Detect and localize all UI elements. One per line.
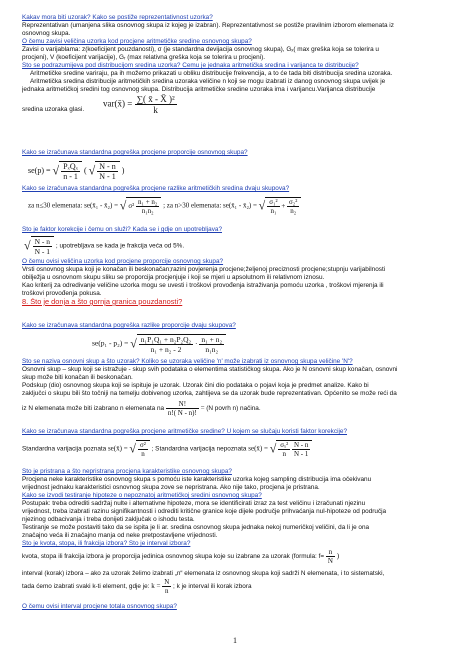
formula-text: ; Standardna varijacija nepoznata bbox=[151, 445, 247, 453]
se-mean-formula: Standardna varijacija poznata se(x̄) = √ $\frac{\text{σ²}}{n}$ ; Standardna varijacija nepoznata se(x̄) = √ $\frac{\text{σₓ²}}{n}$ $\frac{N - n}{N - 1}$ bbox=[22, 440, 312, 458]
formula-den: n₁ bbox=[270, 207, 277, 215]
line: O čemu ovisi veličina uzorka kod procjene proporcije osnovnog skupa? bbox=[22, 258, 224, 265]
formula-num: n₁ + n₂ bbox=[138, 198, 158, 206]
line: Kako se izračunava standardna pogreška procjene proporcije osnovnog skupa? bbox=[22, 149, 248, 156]
formula-den: n - 1 bbox=[63, 172, 78, 181]
formula-term: σ² bbox=[128, 202, 135, 211]
line: zaključci o skupu bili što točniji na temelju dobivenog uzorka, zahtijeva se da uzorak bude reprezentativan. Općenito se može reći da bbox=[22, 390, 397, 397]
formula-text: iz N elemenata može biti izabrano n elemenata na bbox=[22, 405, 165, 413]
formula-eq: = bbox=[200, 404, 205, 413]
quota-formula bbox=[22, 548, 339, 565]
formula-lhs: se(x̄₁ - x̄₂) = bbox=[84, 201, 119, 210]
formula-lhs: var(x̄) = bbox=[103, 98, 133, 109]
variance-label: sredina uzoraka glasi. bbox=[22, 106, 85, 113]
line: Reprezentativan (umanjena slika osnovnog skupa iz kojeg je izabran). Reprezentativnost se postiže pravilnim izborom elemenata iz bbox=[22, 22, 394, 29]
formula-num: n bbox=[326, 548, 335, 557]
line: značajno veća ili značajno manja od neke pretpostavljene vrijednosti. bbox=[22, 532, 218, 539]
line: Postupak: treba odrediti sadržaj nulte i alternativne hipoteze, mora se identificirati izraz za test veličinu i izračunati njezinu bbox=[22, 500, 366, 507]
formula-den: n₁ + n₂ - 2 bbox=[150, 345, 182, 354]
formula-lhs: se(x̄) = bbox=[107, 444, 128, 453]
formula-lhs: se(x̄) = bbox=[248, 444, 268, 453]
line: Aritmetičke sredine variraju, pa ih možemo prikazati u obliku distribucije frekvencija, a to će tada biti distribucija sredina uzoraka. bbox=[30, 70, 393, 77]
formula-num: N bbox=[164, 578, 170, 586]
formula-text: (N povrh n) načina. bbox=[206, 405, 261, 413]
correction-factor-formula: √ $\frac{N - n}{N - 1}$ ; upotrebljava se kada je frakcija veća od 5%. bbox=[24, 237, 185, 256]
formula-text: za n≤30 elemenata: bbox=[28, 201, 83, 210]
formula-paren: ( bbox=[83, 165, 87, 175]
line: Vrsti osnovnog skupa koji je konačan ili beskonačan;razini povjerenja procjene;željenoj preciznosti procjene;stupnju varijabilnosti bbox=[22, 266, 386, 273]
line: O čemu zavisi veličina uzorka kod procjene aritmetičke sredine osnovnog skupa? bbox=[22, 38, 252, 45]
line: Aritmetička sredina distribucije aritmetičkih sredina uzoraka veličine n koji se mogu izabrati iz danog osnovnog skupa uvijek je bbox=[30, 78, 386, 85]
line: Kakav mora biti uzorak? Kako se postiže reprezentativnost uzorka? bbox=[22, 14, 213, 21]
line: osnovnog skupa. bbox=[22, 30, 71, 37]
formula-lhs: se(p₁ - p₂) = bbox=[92, 338, 129, 348]
formula-den: N - 1 bbox=[99, 172, 116, 181]
formula-den: k bbox=[153, 105, 158, 115]
line: Kako se izračunava standardna pogreška procjene razlike aritmetičkih sredina dvaju skupova? bbox=[22, 185, 290, 192]
line: Testiranje se može postaviti tako da se ispita je li ar. sredina osnovnog skupa jednaka nekoj numeričkoj veličini, da li je ona bbox=[22, 524, 370, 531]
formula-num: σₓ² bbox=[280, 441, 289, 449]
formula-text: kvota, stopa ili frakcija izbora je proporcija jedinica osnovnog skupa koje su izabrane za uzorak (formula: f= bbox=[22, 553, 325, 561]
formula-lhs: se(x̄₁ - x̄₂) = bbox=[223, 201, 257, 210]
formula-den: n₂ bbox=[290, 207, 297, 215]
line: Što je faktor korekcije i čemu on služi? Kada se i gdje on upotrebljava? bbox=[22, 226, 222, 233]
formula-num: n₁ + n₂ bbox=[201, 335, 223, 344]
formula-den: N - 1 bbox=[293, 450, 309, 458]
formula-den: n!( N - n)! bbox=[167, 409, 197, 417]
formula-lhs: k = bbox=[151, 582, 161, 591]
line: Što je kvota, stopa, ili frakcija izbora? Što je interval izbora? bbox=[22, 540, 191, 547]
formula-num: PₓQₓ bbox=[63, 162, 78, 171]
formula-den: N bbox=[327, 557, 333, 565]
formula-plus: + bbox=[281, 202, 286, 211]
interval-formula bbox=[22, 578, 252, 595]
formula-num: σ₁² bbox=[269, 198, 278, 206]
formula-num: N! bbox=[166, 400, 199, 409]
formula-text: ; upotrebljava se kada je frakcija veća od 5%. bbox=[55, 242, 185, 250]
line: troškovi provođenja pokusa. bbox=[22, 290, 102, 297]
line: O čemu ovisi interval procjene totala osnovnog skupa? bbox=[22, 603, 177, 610]
line: vrijednost, treba izabrati razinu signifikantnosti i odrediti kritične granice koje dijele područje prihvaćanja nul-hipoteze od područja bbox=[22, 508, 387, 515]
formula-paren: ) bbox=[121, 165, 125, 175]
combinations-formula bbox=[22, 400, 261, 417]
formula-num: n₁P₁Q₁ + n₂P₂Q₂ bbox=[140, 335, 192, 344]
line: Osnovni skup – skup koji se istražuje - skup svih podataka o elementima statističkog skupa. Ako je N osnovni skup konačan, osnovni bbox=[22, 366, 398, 373]
formula-den: N - 1 bbox=[34, 247, 51, 256]
formula-num: ∑( x̄ - X̄ )² bbox=[136, 94, 175, 104]
line: njezinog odbacivanja i treba donijeti zaključak o ishodu testa. bbox=[22, 516, 195, 523]
line: vrijednost jednaku karakteristici osnovnog skupa zove se nepristrana. Ako nije tako, procjena je pristrana. bbox=[22, 484, 320, 491]
formula-text: ; k je interval ili korak izbora bbox=[173, 583, 252, 591]
line: 8. Što je donja a što gornja granica pouzdanosti? bbox=[22, 298, 183, 306]
formula-num: N - n bbox=[99, 162, 116, 171]
line: Što se podrazumijeva pod distribucijom sredina uzorka? Čemu je jednaka aritmetička sredina i varijanca te distribucije? bbox=[22, 62, 359, 69]
formula-den: n bbox=[282, 450, 286, 458]
se-proportion-difference-formula: se(p₁ - p₂) = √ $\frac{\text{n₁P₁Q₁ + n₂P₂Q₂}}{\text{n₁ + n₂ - 2}}$ · $\frac{\text{n₁ + n₂}}{\text{n₁n₂}}$ bbox=[92, 334, 226, 354]
line: jednaka aritmetičkoj sredini tog osnovnog skupa. Distribucija aritmetičke sredine uzoraka ima i varijancu.Varijanca distribucije bbox=[22, 86, 376, 93]
line: Što je pristrana a što nepristrana procjena karakteristike osnovnog skupa? bbox=[22, 468, 232, 475]
se-proportion-formula: se(p) = √ $\frac{\text{PₓQₓ}}{n - 1}$ ( √ $\frac{N - n}{N - 1}$ ) bbox=[28, 162, 125, 181]
formula-num: σ² bbox=[140, 441, 146, 449]
line: obilježja u osnovnom skupu sliku se proporcija procjenjuje i koji se mjeri u apsolutnom ili relativnom iznosu. bbox=[22, 274, 325, 281]
line: Kako se izračunava standardna pogreška procjene aritmetičke sredine? U kojem se slučaju koristi faktor korekcije? bbox=[22, 428, 348, 435]
line: Kako se izračunava standardna pogreška razlike proporcije dvaju skupova? bbox=[22, 322, 236, 329]
formula-num: N - n bbox=[293, 441, 309, 449]
formula-den: n₁n₂ bbox=[205, 345, 219, 354]
line: procjeni), V (koeficijent varijacije), Gᵣ (max relativna greška koja se tolerira u procjeni). bbox=[22, 54, 266, 61]
formula-paren: ) bbox=[336, 552, 340, 561]
formula-lhs: se(p) = bbox=[28, 165, 51, 175]
line: Kako se izvodi testiranje hipoteze o nepoznatoj aritmetičkoj sredini osnovnog skupa? bbox=[22, 492, 262, 499]
formula-num: N - n bbox=[34, 237, 51, 246]
formula-num: σ₂² bbox=[289, 198, 298, 206]
formula-text: ; za n>30 elemenata: bbox=[163, 201, 222, 210]
line: Podskup (dio) osnovnog skupa koji se ispituje je uzorak. Uzorak čini dio podataka o pojavi koja je predmet analize. Kako bi bbox=[22, 382, 369, 389]
line: Procjena neke karakteristike osnovnog skupa s pomoću iste karakteristike uzorka kojeg sampling distribucija ima očekivanu bbox=[22, 476, 372, 483]
line: interval (korak) izbora – ako za uzorak želimo izabrati „n“ elemenata iz osnovnog skupa koji sadrži N elemenata, i to sistematski, bbox=[22, 570, 385, 577]
line: skup može biti konačan ili beskonačan. bbox=[22, 374, 133, 381]
line: Zavisi o varijablama: z(koeficijent pouzdanosti), σ (je standardna devijacija osnovnog skupa), Gₓ( max greška koja se tolerira u bbox=[22, 46, 379, 53]
formula-den: n bbox=[141, 450, 145, 458]
formula-dot: · bbox=[195, 339, 198, 349]
formula-den: n₁n₂ bbox=[141, 207, 154, 215]
se-difference-formula: za n≤30 elemenata: se(x̄₁ - x̄₂) = √ σ² $\frac{\text{n₁ + n₂}}{\text{n₁n₂}}$ ; za n>30 elemenata: se(x̄₁ - x̄₂) = √ $\frac{\text{σ₁²}}{\text{n₁}}$ + $\frac{\text{σ₂²}}{\text{n₂}}$ bbox=[28, 197, 301, 215]
page-number: 1 bbox=[233, 636, 237, 645]
line: Kao kriterij za odredivanje veličine uzorka mogu se uvesti i troškovi provođenja istraživanja pomoću uzorka , troškovi mjerenja ili bbox=[22, 282, 384, 289]
variance-formula bbox=[103, 94, 177, 115]
line: Što se naziva osnovni skup a što uzorak? Koliko se uzoraka veličine 'n' može izabrati iz osnovnog skupa veličine 'N'? bbox=[22, 358, 353, 365]
formula-den: n bbox=[165, 587, 169, 595]
formula-text: Standardna varijacija poznata bbox=[22, 445, 107, 453]
formula-text: tada ćemo izabrati svaki k-ti element, gdje je: bbox=[22, 583, 150, 591]
